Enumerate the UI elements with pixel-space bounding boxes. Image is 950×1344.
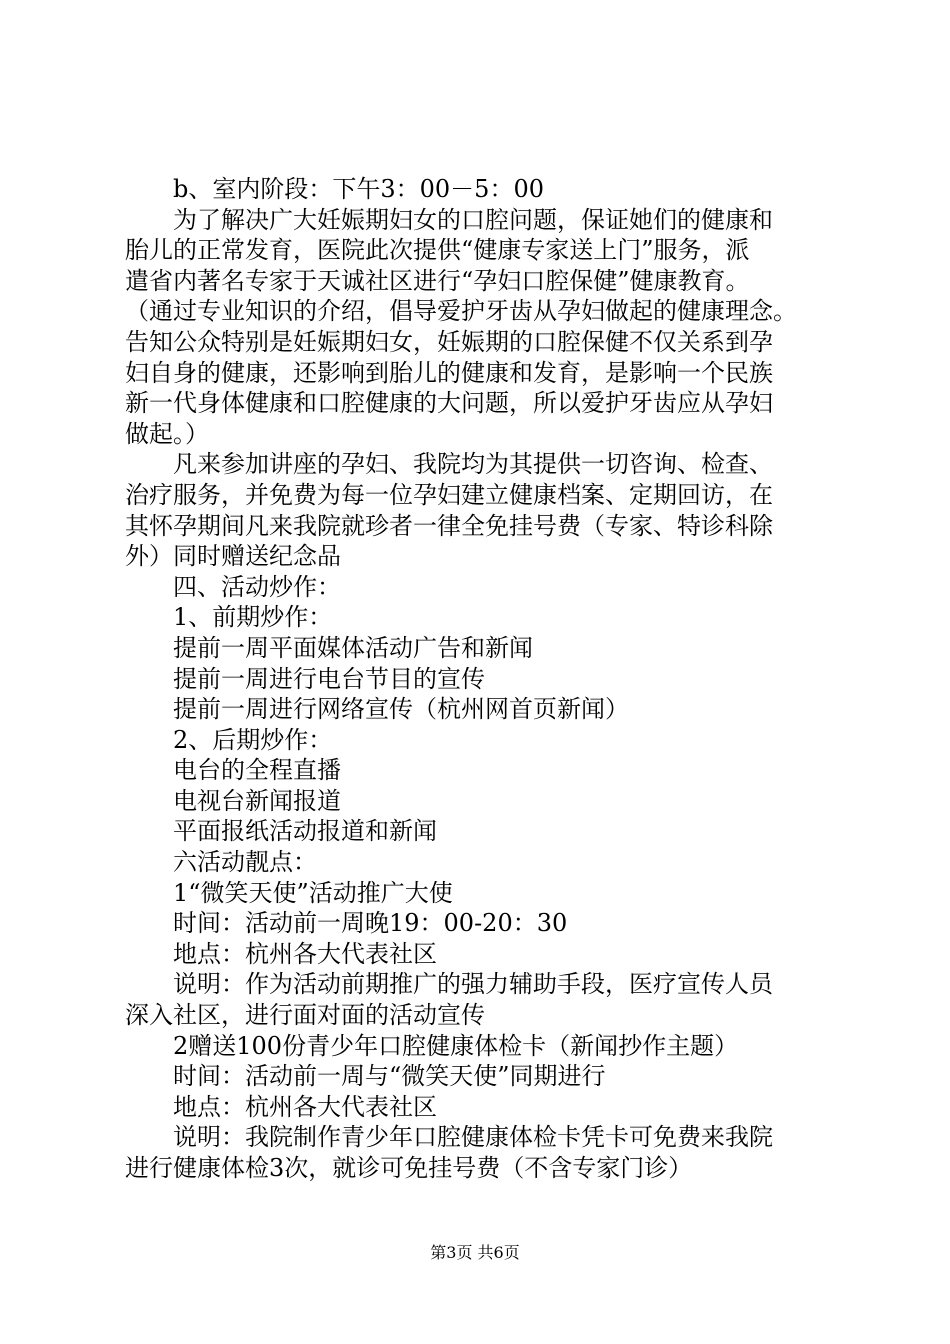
paragraph-p11	[125, 786, 845, 817]
paragraph-p10	[125, 755, 845, 786]
document-body	[125, 174, 845, 1184]
paragraph-p5	[125, 602, 845, 633]
text-line: 做起。）	[125, 419, 209, 448]
paragraph-p7	[125, 664, 845, 695]
text-line: 妇自身的健康，还影响到胎儿的健康和发育，是影响一个民族	[125, 358, 773, 387]
text-line: 提前一周进行网络宣传（杭州网首页新闻）	[125, 695, 629, 724]
text-line: 告知公众特别是妊娠期妇女，妊娠期的口腔保健不仅关系到孕	[125, 327, 773, 356]
paragraph-p12	[125, 816, 845, 847]
text-line: 2赠送100份青少年口腔健康体检卡（新闻抄作主题）	[125, 1031, 739, 1060]
text-line: 治疗服务，并免费为每一位孕妇建立健康档案、定期回访，在	[125, 480, 773, 509]
text-line: 2、后期炒作：	[125, 725, 333, 754]
text-line: 深入社区，进行面对面的活动宣传	[125, 1001, 485, 1030]
text-line: 遣省内著名专家于天诚社区进行“孕妇口腔保健”健康教育。	[125, 266, 750, 295]
text-line: 电台的全程直播	[125, 756, 341, 785]
paragraph-p16	[125, 939, 845, 970]
text-line: 说明：我院制作青少年口腔健康体检卡凭卡可免费来我院	[125, 1123, 773, 1152]
paragraph-p14	[125, 878, 845, 909]
page-footer: 第3页 共6页	[430, 1243, 520, 1262]
text-line: （通过专业知识的介绍，倡导爱护牙齿从孕妇做起的健康理念。	[125, 297, 797, 326]
text-line: 1、前期炒作：	[125, 603, 333, 632]
paragraph-p13	[125, 847, 845, 878]
paragraph-p20	[125, 1092, 845, 1123]
text-line: 提前一周进行电台节目的宣传	[125, 664, 485, 693]
text-line: 1“微笑天使”活动推广大使	[125, 878, 453, 907]
paragraph-p9	[125, 725, 845, 756]
paragraph-p15	[125, 908, 845, 939]
text-line: 新一代身体健康和口腔健康的大问题，所以爱护牙齿应从孕妇	[125, 389, 773, 418]
text-line: 胎儿的正常发育，医院此次提供“健康专家送上门”服务，派	[125, 236, 750, 265]
paragraph-p1	[125, 174, 845, 205]
text-line: 四、活动炒作：	[125, 572, 341, 601]
text-line: 时间：活动前一周与“微笑天使”同期进行	[125, 1062, 606, 1091]
text-line: 电视台新闻报道	[125, 786, 341, 815]
text-line: 平面报纸活动报道和新闻	[125, 817, 437, 846]
paragraph-p3	[125, 449, 845, 571]
text-line: 为了解决广大妊娠期妇女的口腔问题，保证她们的健康和	[125, 205, 773, 234]
paragraph-p8	[125, 694, 845, 725]
text-line: 其怀孕期间凡来我院就珍者一律全免挂号费（专家、特诊科除	[125, 511, 773, 540]
text-line: 进行健康体检3次，就诊可免挂号费（不含专家门诊）	[125, 1154, 693, 1182]
paragraph-p19	[125, 1061, 845, 1092]
text-line: 六活动靓点：	[125, 848, 317, 877]
paragraph-p18	[125, 1031, 845, 1062]
text-line: 地点：杭州各大代表社区	[125, 939, 437, 968]
text-line: b、室内阶段：下午3：00－5：00	[125, 175, 544, 203]
paragraph-p2	[125, 205, 845, 450]
paragraph-p21	[125, 1122, 845, 1183]
text-line: 时间：活动前一周晚19：00-20：30	[125, 909, 568, 938]
paragraph-p4	[125, 572, 845, 603]
text-line: 外）同时赠送纪念品	[125, 542, 341, 571]
text-line: 凡来参加讲座的孕妇、我院均为其提供一切咨询、检查、	[125, 450, 773, 479]
text-line: 地点：杭州各大代表社区	[125, 1092, 437, 1121]
paragraph-p6	[125, 633, 845, 664]
text-line: 说明：作为活动前期推广的强力辅助手段，医疗宣传人员	[125, 970, 773, 999]
text-line: 提前一周平面媒体活动广告和新闻	[125, 633, 533, 662]
paragraph-p17	[125, 969, 845, 1030]
